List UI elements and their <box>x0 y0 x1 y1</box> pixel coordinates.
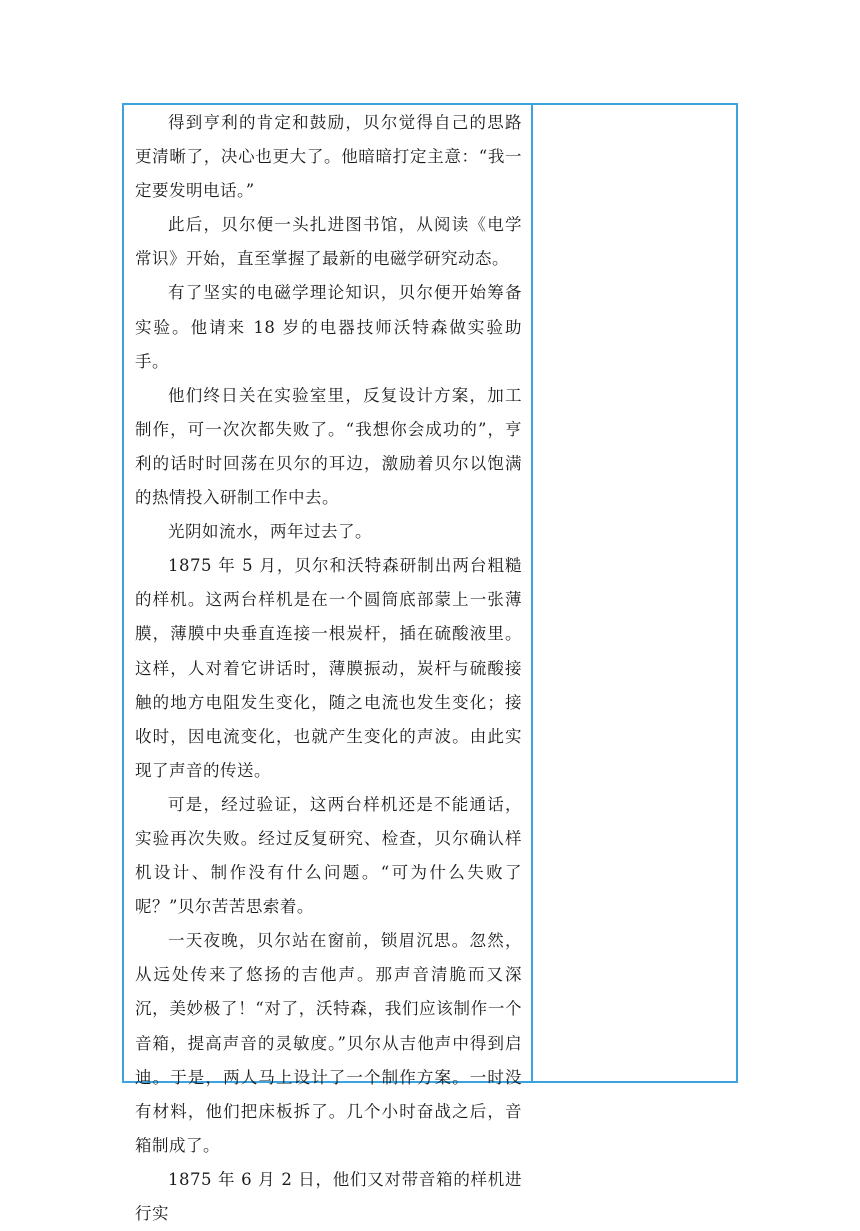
paragraph-6: 1875 年 5 月，贝尔和沃特森研制出两台粗糙的样机。这两台样机是在一个圆筒底部蒙上一张薄膜，薄膜中央垂直连接一根炭杆，插在硫酸液里。这样，人对着它讲话时，薄膜振动，炭杆与硫酸接触的地方电阻发生变化，随之电流也发生变化；接收时，因电流变化，也就产生变化的声波。由此实现了声音的传送。 <box>135 556 522 780</box>
content-table <box>122 103 738 1223</box>
text-column <box>124 105 533 1223</box>
paragraph-7: 可是，经过验证，这两台样机还是不能通话，实验再次失败。经过反复研究、检查，贝尔确认样机设计、制作没有什么问题。“可为什么失败了呢？”贝尔苦苦思索着。 <box>135 794 522 917</box>
paragraph-1: 得到亨利的肯定和鼓励，贝尔觉得自己的思路更清晰了，决心也更大了。他暗暗打定主意：“我一定要发明电话。” <box>135 113 522 201</box>
paragraph-4: 他们终日关在实验室里，反复设计方案，加工制作，可一次次都失败了。“我想你会成功的”，亨利的话时时回荡在贝尔的耳边，激励着贝尔以饱满的热情投入研制工作中去。 <box>135 385 522 508</box>
notes-column <box>533 105 736 1081</box>
paragraph-2: 此后，贝尔便一头扎进图书馆，从阅读《电学常识》开始，直至掌握了最新的电磁学研究动态。 <box>135 215 522 269</box>
paragraph-3: 有了坚实的电磁学理论知识，贝尔便开始筹备实验。他请来 18 岁的电器技师沃特森做实验助手。 <box>135 283 522 371</box>
paragraph-8: 一天夜晚，贝尔站在窗前，锁眉沉思。忽然，从远处传来了悠扬的吉他声。那声音清脆而又深沉，美妙极了！“对了，沃特森，我们应该制作一个音箱，提高声音的灵敏度。”贝尔从吉他声中得到启迪。于是，两人马上设计了一个制作方案。一时没有材料，他们把床板拆了。几个小时奋战之后，音箱制成了。 <box>135 931 522 1155</box>
paragraph-5: 光阴如流水，两年过去了。 <box>168 522 372 542</box>
paragraph-9: 1875 年 6 月 2 日，他们又对带音箱的样机进行实 <box>135 1169 522 1223</box>
